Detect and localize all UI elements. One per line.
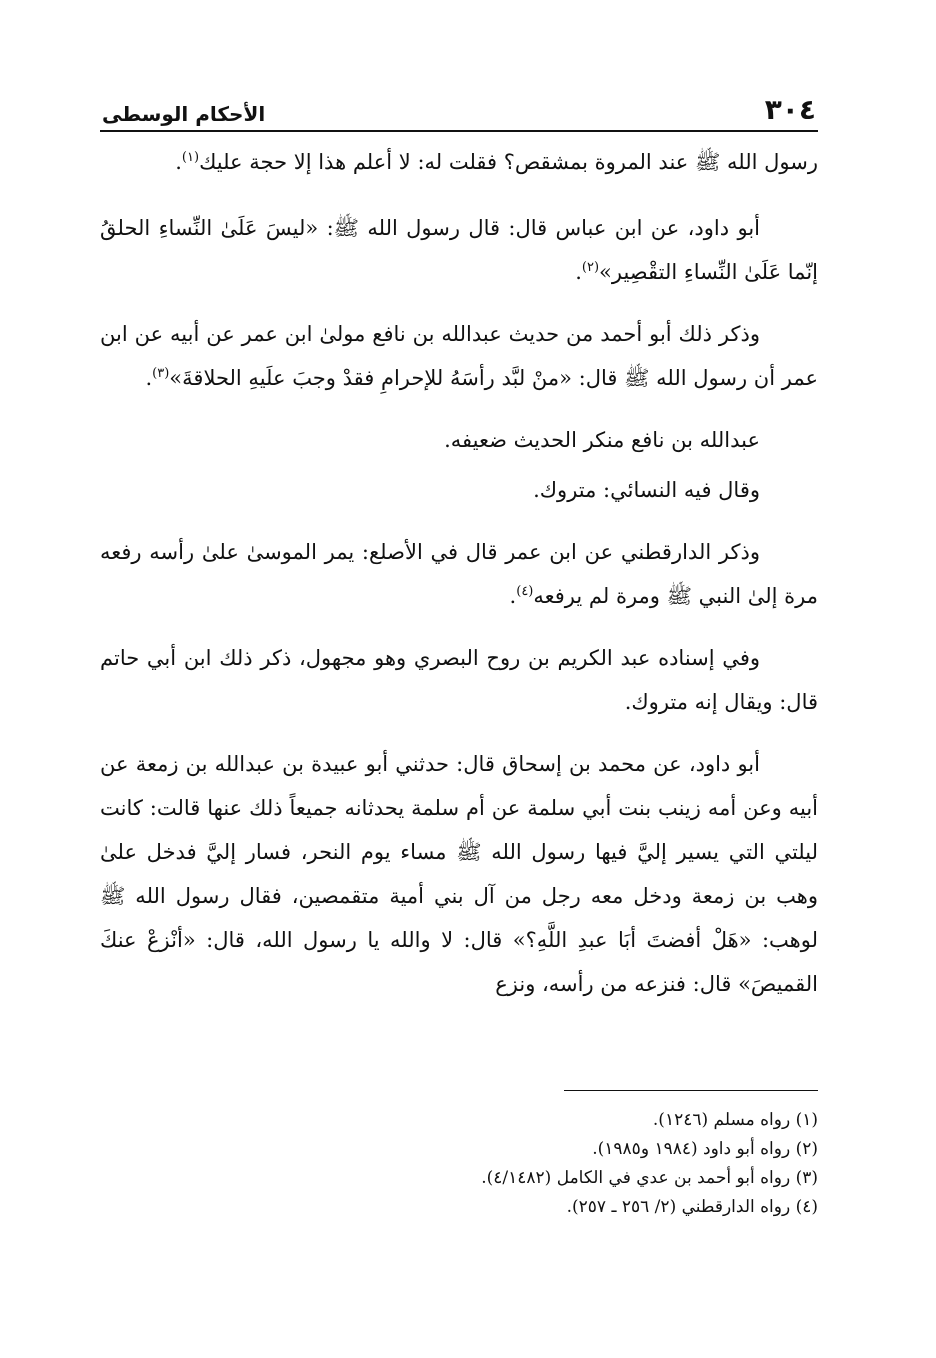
paragraph: وذكر الدارقطني عن ابن عمر قال في الأصلع: يمر الموسىٰ علىٰ رأسه رفعه مرة إلىٰ النبي ﷺ ومرة لم يرفعه$^{(٤)}$. [100,540,818,608]
running-title: الأحكام الوسطى [102,102,266,126]
book-page [100,86,818,1024]
footnote: (٤) رواه الدارقطني (٢/ ٢٥٦ ـ ٢٥٧). [566,1197,818,1217]
body-text [100,140,818,1006]
paragraph: أبو داود، عن محمد بن إسحاق قال: حدثني أبو عبيدة بن عبدالله بن زمعة عن أبيه وعن أمه زينب بنت أبي سلمة عن أم سلمة يحدثانه جميعاً ذلك عنها قالت: كانت ليلتي التي يسير إليَّ فيها رسول الله ﷺ مساء يوم النحر، فسار إليَّ فدخل علىٰ وهب بن زمعة ودخل معه رجل من آل بني أمية متقمصين، فقال رسول الله ﷺ لوهب: «هَلْ أفضتَ أبَا عبدِ اللَّهِ؟» قال: لا والله يا رسول الله، قال: «أنْزعْ عنكَ القميصَ» قال: فنزعه من رأسه، ونزع [100,752,818,996]
paragraph: رسول الله ﷺ عند المروة بمشقص؟ فقلت له: لا أعلم هذا إلا حجة عليك$^{(١)}$. [175,150,818,174]
paragraph: وذكر ذلك أبو أحمد من حديث عبدالله بن نافع مولىٰ ابن عمر عن أبيه عن ابن عمر أن رسول الله ﷺ قال: «منْ لبَّد رأسَهُ للإحرامِ فقدْ وجبَ علَيهِ الحلاقةَ»$^{(٣)}$. [100,322,818,390]
footnotes [100,1106,818,1222]
footnote-marker: (١) [181,150,200,165]
paragraph: وقال فيه النسائي: متروك. [533,478,760,502]
footnote: (٣) رواه أبو أحمد بن عدي في الكامل (٤/١٤٨٢). [481,1168,818,1188]
paragraph: أبو داود، عن ابن عباس قال: قال رسول الله ﷺ: «ليسَ عَلَىٰ النِّساءِ الحلقُ إنّما عَلَىٰ النِّساءِ التقْصِير»$^{(٢)}$. [100,216,818,284]
footnote-marker: (٣) [152,366,170,381]
paragraph: عبدالله بن نافع منكر الحديث ضعيفه. [444,428,760,452]
footnote: (٢) رواه أبو داود (١٩٨٤ و١٩٨٥). [592,1139,818,1159]
footnote-marker: (٤) [516,584,534,599]
footnote: (١) رواه مسلم (١٢٤٦). [652,1110,818,1130]
footnote-divider [564,1090,818,1091]
footnote-marker: (٢) [581,260,600,275]
page-number: ٣٠٤ [764,93,816,126]
paragraph: وفي إسناده عبد الكريم بن روح البصري وهو مجهول، ذكر ذلك ابن أبي حاتم قال: ويقال إنه متروك. [100,646,818,714]
page-header [100,86,818,132]
